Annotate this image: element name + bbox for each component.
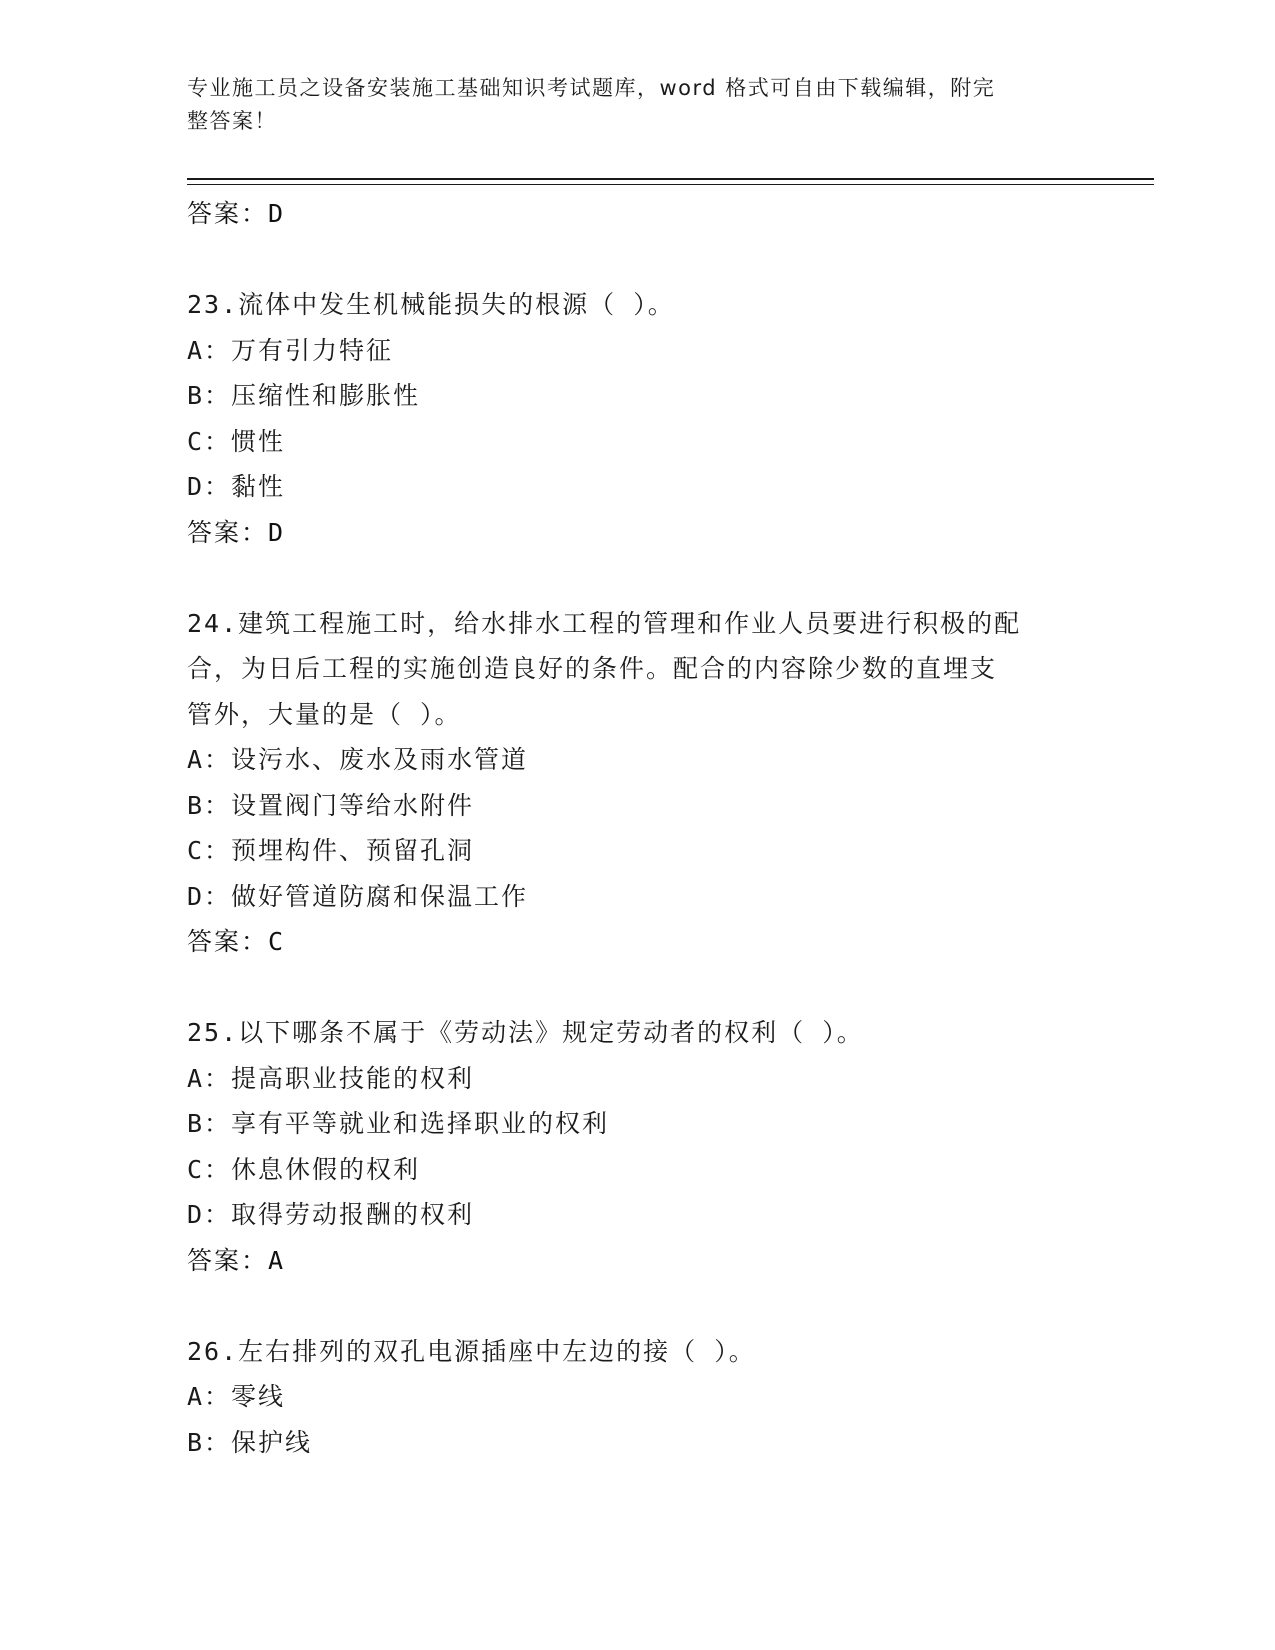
option-b: B：保护线: [187, 1427, 313, 1457]
answer-value: D: [268, 517, 286, 547]
option-a: A：设污水、废水及雨水管道: [187, 745, 529, 774]
option-b: B：压缩性和膨胀性: [187, 381, 421, 410]
header-line-1: 专业施工员之设备安装施工基础知识考试题库，word 格式可自由下载编辑，附完: [187, 76, 996, 100]
question-23: [187, 282, 1087, 555]
question-stem: 25.以下哪条不属于《劳动法》规定劳动者的权利（ ）。: [187, 1018, 864, 1047]
option-a: A：万有引力特征: [187, 335, 394, 365]
option-d: D：做好管道防腐和保温工作: [187, 881, 529, 911]
answer-value: A: [268, 1245, 286, 1275]
header-rule-thick: [187, 178, 1154, 180]
question-26: [187, 1329, 1087, 1466]
header-rule-thin: [187, 184, 1154, 185]
question-stem: 24.建筑工程施工时，给水排水工程的管理和作业人员要进行积极的配: [187, 608, 1022, 638]
header-line-2: 整答案！: [187, 109, 277, 133]
question-stem: 26.左右排列的双孔电源插座中左边的接（ ）。: [187, 1336, 756, 1366]
option-d: D：取得劳动报酬的权利: [187, 1200, 475, 1229]
question-stem-continued: 合，为日后工程的实施创造良好的条件。配合的内容除少数的直埋支: [187, 654, 998, 683]
question-answer: [187, 1238, 1087, 1284]
option-a: A：提高职业技能的权利: [187, 1063, 475, 1093]
spacer: [187, 555, 1087, 601]
previous-answer: [187, 191, 1087, 237]
answer-value: D: [268, 199, 286, 228]
option-c: C：预埋构件、预留孔洞: [187, 836, 475, 865]
question-stem: 23.流体中发生机械能损失的根源（ ）。: [187, 290, 675, 319]
answer-label: 答案：: [187, 199, 269, 228]
question-24: [187, 601, 1087, 965]
question-25: [187, 1010, 1087, 1283]
option-b: B：设置阀门等给水附件: [187, 790, 475, 820]
answer-label: 答案：: [187, 927, 269, 956]
option-b: B：享有平等就业和选择职业的权利: [187, 1109, 610, 1138]
answer-label: 答案：: [187, 517, 269, 547]
option-d: D：黏性: [187, 472, 286, 501]
question-answer: [187, 919, 1087, 965]
option-c: C：惯性: [187, 426, 286, 456]
option-a: A：零线: [187, 1382, 286, 1411]
answer-value: C: [268, 927, 286, 956]
option-c: C：休息休假的权利: [187, 1154, 421, 1184]
spacer: [187, 237, 1087, 283]
document-body: [187, 191, 1087, 1465]
spacer: [187, 965, 1087, 1011]
answer-label: 答案：: [187, 1245, 269, 1275]
spacer: [187, 1283, 1087, 1329]
document-header: [187, 72, 1067, 138]
question-answer: [187, 510, 1087, 556]
question-stem-continued: 管外，大量的是（ ）。: [187, 699, 462, 729]
